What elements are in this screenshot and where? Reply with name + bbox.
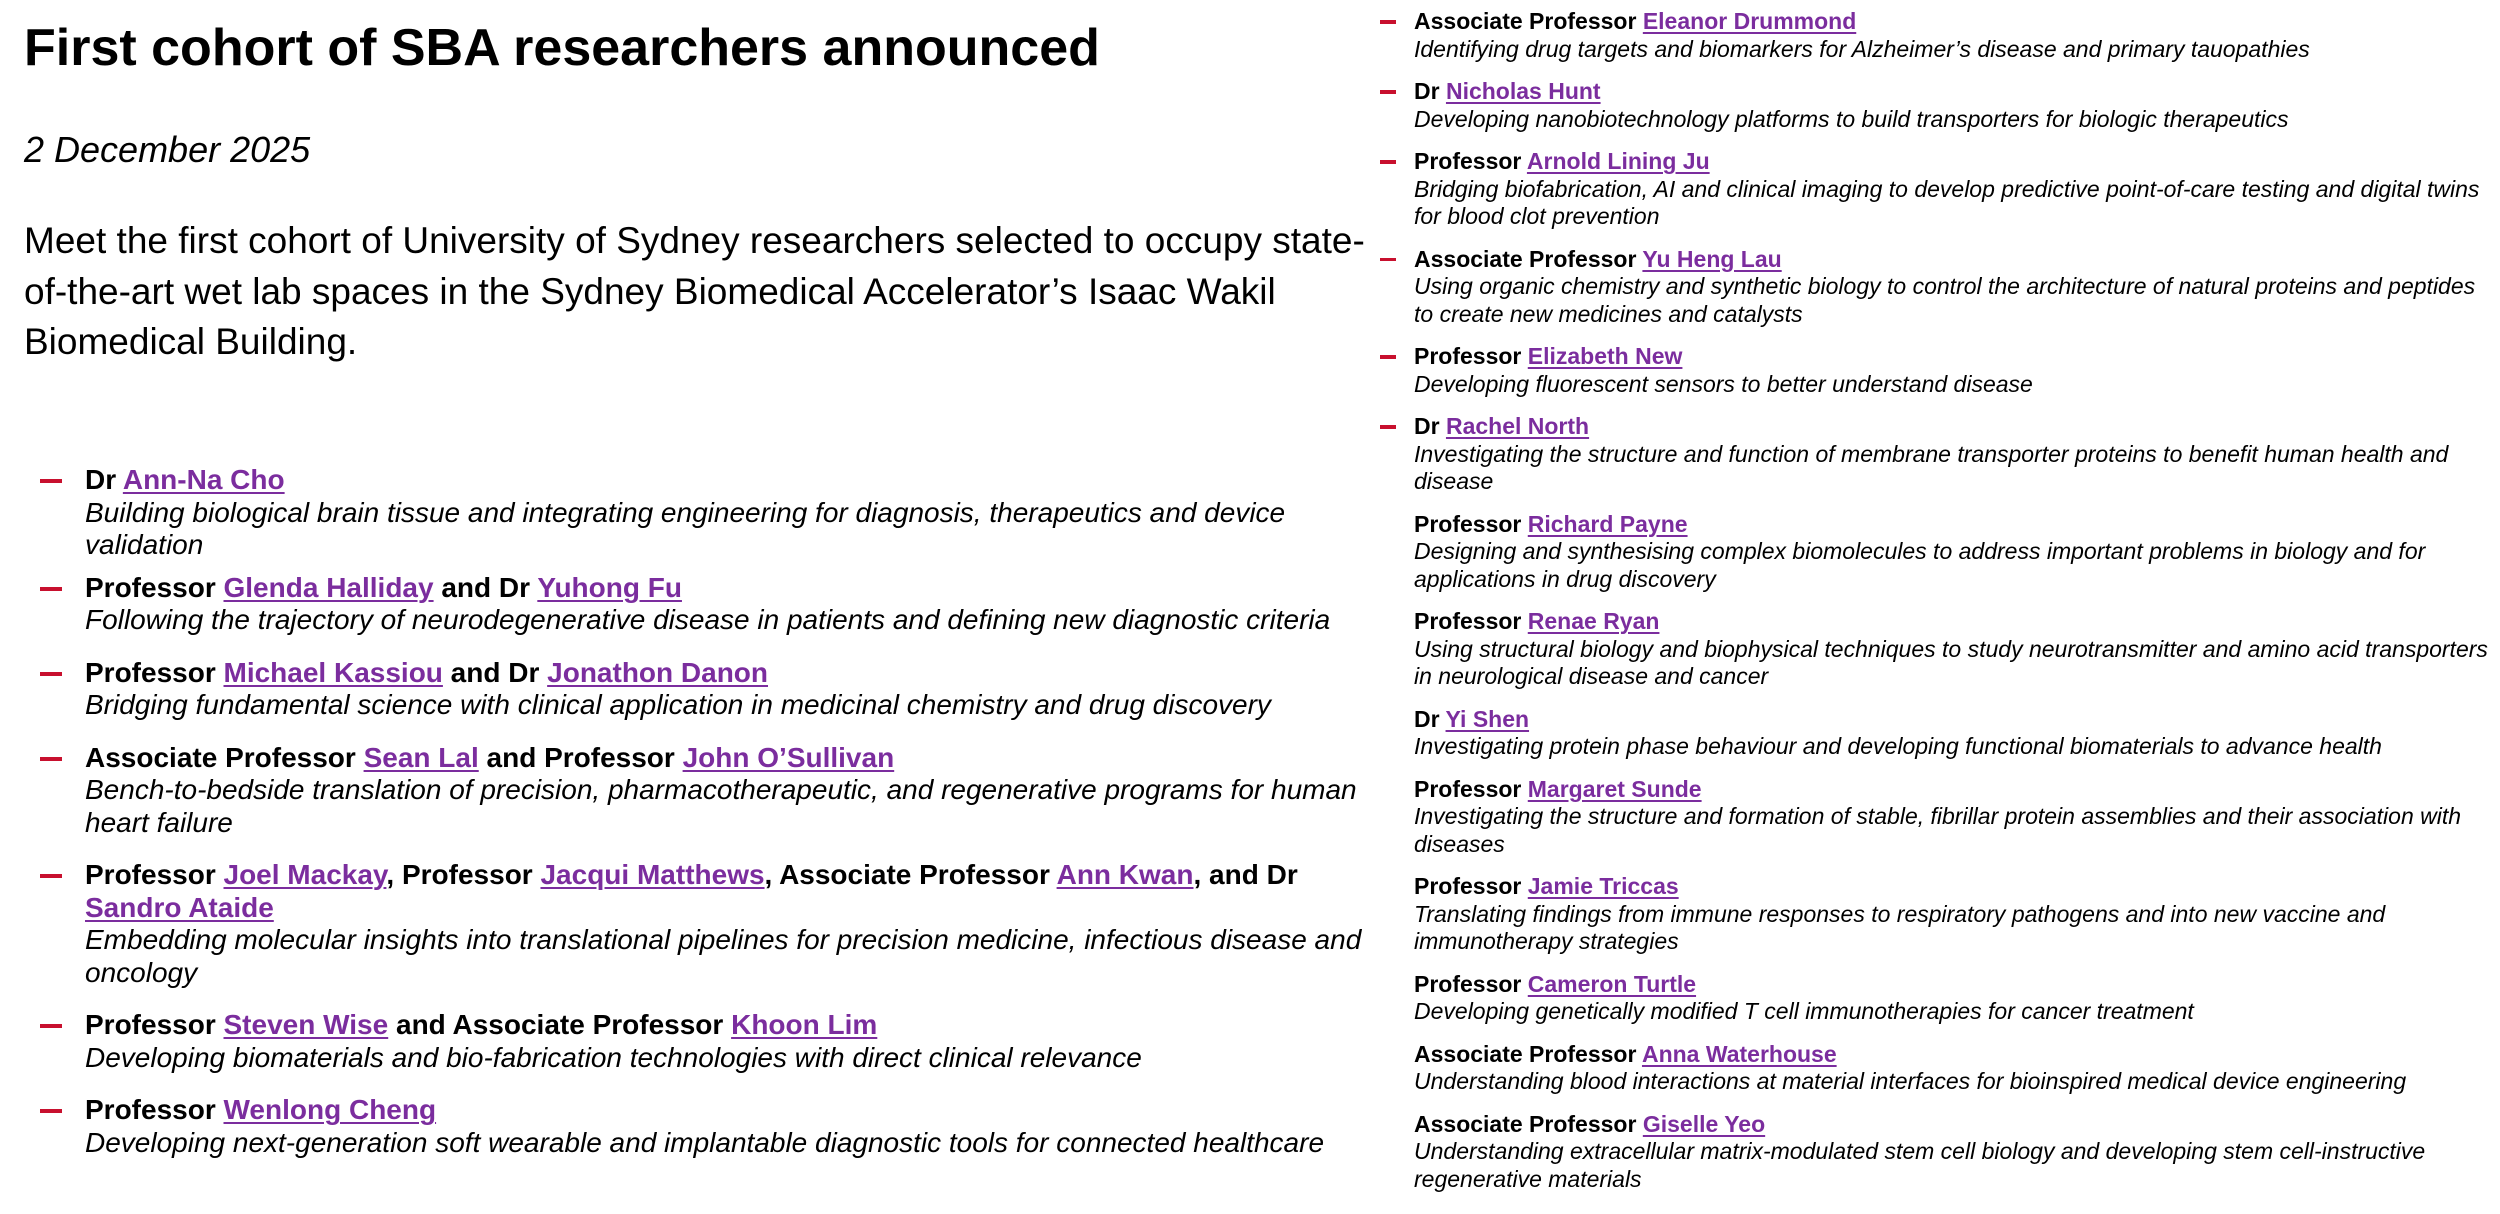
researcher-title: Dr (1414, 78, 1446, 104)
dash-bullet (1380, 425, 1396, 429)
researcher-names (85, 1009, 1375, 1042)
researcher-names (1414, 706, 2500, 734)
researcher-title: Professor (1414, 148, 1527, 174)
researcher-link[interactable]: Elizabeth New (1527, 343, 1683, 369)
researcher-link[interactable]: Yi Shen (1445, 705, 1530, 732)
research-description: Bridging biofabrication, AI and clinical imaging to develop predictive point-of-care testing and digital twins for blood clot prevention (1414, 175, 2480, 229)
researcher-link[interactable]: Ann-Na Cho (122, 464, 285, 495)
researcher-link[interactable]: Glenda Halliday (223, 571, 434, 603)
researcher-link[interactable]: Nicholas Hunt (1445, 78, 1601, 104)
list-item (0, 464, 1375, 562)
dash-bullet (40, 1109, 62, 1113)
researcher-title: Associate Professor (1414, 245, 1643, 272)
researcher-link[interactable]: Eleanor Drummond (1642, 8, 1857, 34)
researcher-names (1414, 148, 2500, 176)
research-description: Investigating the structure and formation of stable, fibrillar protein assemblies and their association with diseases (1414, 803, 2462, 857)
researcher-link[interactable]: Giselle Yeo (1642, 1110, 1766, 1137)
researcher-title: Professor (1414, 608, 1528, 634)
researcher-title: , Associate Professor (764, 859, 1057, 890)
researcher-link[interactable]: Arnold Lining Ju (1526, 148, 1710, 174)
researcher-names (85, 1094, 1375, 1127)
researcher-names (85, 572, 1375, 605)
dash-bullet (40, 587, 62, 591)
page-title: First cohort of SBA researchers announced (24, 19, 1100, 77)
researcher-names (1414, 608, 2500, 636)
publish-date: 2 December 2025 (24, 129, 311, 170)
intro-paragraph: Meet the first cohort of University of Sydney researchers selected to occupy state-of-the-art wet lab spaces in the Sydney Biomedical Accelerator’s Isaac Wakil Biomedical Building. (24, 220, 1365, 362)
dash-bullet (40, 479, 62, 483)
researcher-title: Dr (1414, 413, 1446, 439)
researcher-title: , Professor (386, 859, 541, 890)
list-item (1380, 246, 2500, 329)
researcher-link[interactable]: Jacqui Matthews (540, 859, 765, 890)
researcher-names (1414, 343, 2500, 371)
research-description: Using organic chemistry and synthetic biology to control the architecture of natural proteins and peptides to create new medicines and catalysts (1414, 273, 2476, 327)
researcher-title: Professor (1414, 775, 1528, 802)
researcher-names (1414, 1111, 2500, 1139)
list-item (1380, 511, 2500, 594)
dash-bullet (40, 672, 62, 676)
research-description: Identifying drug targets and biomarkers for Alzheimer’s disease and primary tauopathies (1414, 35, 2310, 62)
researcher-list-right (1380, 8, 2500, 1193)
research-description: Understanding extracellular matrix-modulated stem cell biology and developing stem cell-instructive regenerative materials (1414, 1138, 2426, 1192)
list-item (0, 1009, 1375, 1074)
research-description: Developing nanobiotechnology platforms to build transporters for biologic therapeutics (1414, 105, 2289, 132)
researcher-names (1414, 78, 2500, 106)
researcher-title: Professor (85, 1009, 224, 1040)
research-description: Embedding molecular insights into translational pipelines for precision medicine, infectious disease and oncology (85, 924, 1362, 988)
researcher-title: Professor (85, 859, 224, 890)
list-item (1380, 343, 2500, 398)
researcher-names (1414, 1041, 2500, 1069)
research-description: Using structural biology and biophysical techniques to study neurotransmitter and amino acid transporters in neurological disease and cancer (1414, 635, 2488, 689)
researcher-title: Associate Professor (85, 741, 364, 773)
research-description: Developing fluorescent sensors to better understand disease (1414, 370, 2033, 397)
researcher-names (85, 464, 1375, 497)
list-item (1380, 971, 2500, 1026)
researcher-title: and Associate Professor (388, 1009, 732, 1040)
researcher-title: Dr (85, 464, 123, 495)
researcher-link[interactable]: Cameron Turtle (1527, 970, 1697, 997)
researcher-link[interactable]: Wenlong Cheng (223, 1094, 437, 1125)
researcher-link[interactable]: Richard Payne (1527, 510, 1688, 537)
dash-bullet (1380, 90, 1396, 94)
dash-bullet (40, 1024, 62, 1028)
dash-bullet (40, 757, 62, 761)
research-description: Developing genetically modified T cell immunotherapies for cancer treatment (1414, 998, 2194, 1024)
researcher-title: Professor (1414, 970, 1528, 997)
list-item (1380, 8, 2500, 63)
research-description: Developing next-generation soft wearable and implantable diagnostic tools for connected healthcare (85, 1126, 1325, 1158)
research-description: Following the trajectory of neurodegenerative disease in patients and defining new diagnostic criteria (85, 604, 1331, 635)
dash-bullet (1380, 160, 1396, 164)
list-item (1380, 1111, 2500, 1194)
researcher-names (1414, 413, 2500, 441)
researcher-names (1414, 8, 2500, 36)
researcher-link[interactable]: Ann Kwan (1056, 859, 1194, 890)
researcher-link[interactable]: Khoon Lim (731, 1009, 878, 1040)
researcher-title: Associate Professor (1414, 1110, 1643, 1137)
researcher-names (1414, 511, 2500, 539)
researcher-title: and Dr (442, 656, 548, 688)
researcher-names (1414, 873, 2500, 901)
research-description: Investigating protein phase behaviour and developing functional biomaterials to advance health (1414, 733, 2382, 759)
research-description: Understanding blood interactions at material interfaces for bioinspired medical device engineering (1414, 1068, 2407, 1094)
research-description: Developing biomaterials and bio-fabrication technologies with direct clinical relevance (85, 1041, 1142, 1073)
researcher-names (1414, 246, 2500, 274)
list-item (0, 1094, 1375, 1159)
list-item (0, 859, 1375, 989)
researcher-link[interactable]: Anna Waterhouse (1641, 1040, 1837, 1067)
dash-bullet (40, 874, 62, 878)
researcher-link[interactable]: Jamie Triccas (1527, 873, 1679, 899)
dash-bullet (1380, 355, 1396, 359)
list-item (1380, 148, 2500, 231)
research-description: Building biological brain tissue and integrating engineering for diagnosis, therapeutics and device validation (85, 496, 1286, 560)
researcher-link[interactable]: Renae Ryan (1527, 608, 1660, 634)
researcher-title: Professor (1414, 510, 1528, 537)
researcher-title: Professor (85, 656, 224, 688)
researcher-link[interactable]: Yuhong Fu (537, 571, 682, 603)
list-item (1380, 78, 2500, 133)
researcher-link[interactable]: Yu Heng Lau (1642, 245, 1782, 272)
list-item (1380, 706, 2500, 761)
researcher-names (85, 657, 1375, 690)
dash-bullet (1380, 20, 1396, 24)
researcher-link[interactable]: Sean Lal (363, 741, 479, 773)
researcher-link[interactable]: John O’Sullivan (682, 741, 895, 773)
researcher-title: , and Dr (1193, 859, 1298, 890)
researcher-link[interactable]: Margaret Sunde (1527, 775, 1702, 802)
researcher-link[interactable]: Rachel North (1445, 413, 1590, 439)
researcher-title: and Professor (478, 741, 683, 773)
research-description: Bench-to-bedside translation of precision, pharmacotherapeutic, and regenerative programs for human heart failure (85, 774, 1357, 838)
list-item (1380, 873, 2500, 956)
researcher-title: Professor (85, 571, 224, 603)
researcher-link[interactable]: Steven Wise (223, 1009, 389, 1040)
dash-bullet (1380, 258, 1396, 262)
researcher-title: Professor (85, 1094, 224, 1125)
list-item (1380, 1041, 2500, 1096)
researcher-title: Associate Professor (1414, 1040, 1642, 1067)
researcher-link[interactable]: Sandro Ataide (85, 891, 274, 923)
researcher-title: Professor (1414, 343, 1528, 369)
researcher-link[interactable]: Joel Mackay (223, 859, 387, 890)
researcher-names (1414, 971, 2500, 999)
list-item (1380, 608, 2500, 691)
research-description: Translating findings from immune responses to respiratory pathogens and into new vaccine and immunotherapy strategies (1414, 900, 2386, 954)
researcher-title: Professor (1414, 873, 1528, 899)
researcher-link[interactable]: Jonathon Danon (547, 656, 769, 688)
research-description: Designing and synthesising complex biomolecules to address important problems in biology and for applications in drug discovery (1414, 538, 2426, 592)
researcher-title: Associate Professor (1414, 8, 1643, 34)
researcher-list-left (0, 464, 1375, 1159)
list-item (0, 657, 1375, 722)
researcher-names (85, 859, 1375, 924)
list-item (0, 572, 1375, 637)
researcher-names (1414, 776, 2500, 804)
researcher-names (85, 742, 1375, 775)
list-item (0, 742, 1375, 840)
researcher-title: and Dr (433, 571, 538, 603)
list-item (1380, 413, 2500, 496)
researcher-title: Dr (1414, 705, 1446, 732)
researcher-link[interactable]: Michael Kassiou (223, 656, 443, 688)
research-description: Investigating the structure and function of membrane transporter proteins to benefit human health and disease (1414, 440, 2449, 494)
research-description: Bridging fundamental science with clinical application in medicinal chemistry and drug discovery (85, 689, 1271, 720)
list-item (1380, 776, 2500, 859)
